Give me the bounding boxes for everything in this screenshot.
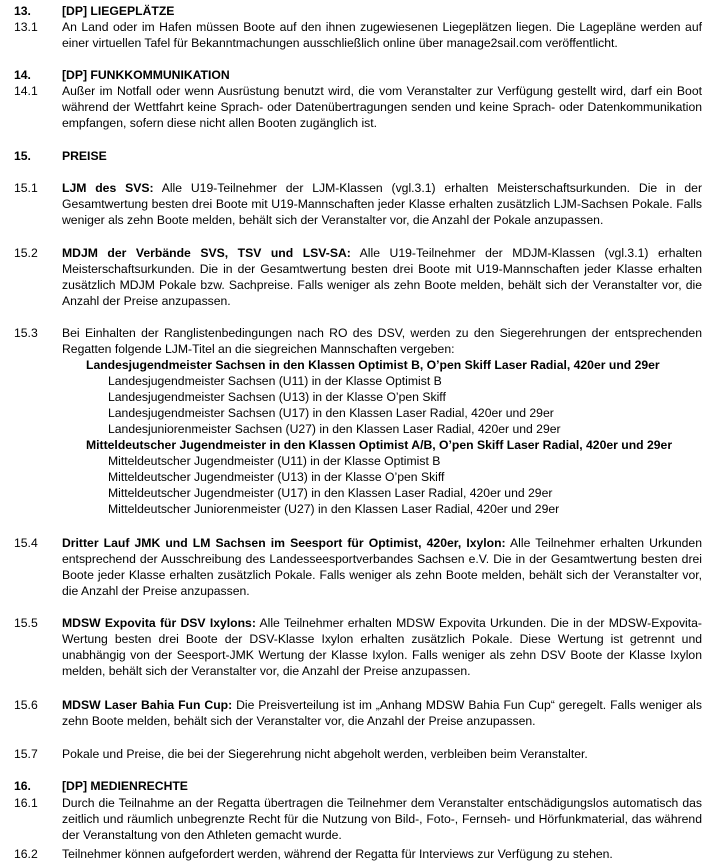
section-title: PREISE — [62, 149, 107, 163]
paragraph-number: 15.6 — [14, 698, 38, 712]
section-13-heading — [0, 3, 720, 19]
paragraph-15-2 — [0, 245, 720, 309]
title-group-heading: Landesjugendmeister Sachsen in den Klassen Optimist B, O’pen Skiff Laser Radial, 420er und 29er — [86, 358, 660, 372]
paragraph-text: Bei Einhalten der Ranglistenbedingungen nach RO des DSV, werden zu den Siegerehrungen der entsprechenden Regatten folgende LJM-Titel an die siegreichen Mannschaften vergeben: — [62, 326, 702, 356]
paragraph-body: Die Preisverteilung ist im „Anhang MDSW Bahia Fun Cup“ geregelt. Falls weniger als zehn Boote melden, behält sich der Veranstalter vor, die Anzahl der Preise anzupassen. — [62, 698, 702, 728]
section-number: 15. — [14, 149, 31, 163]
paragraph-text: Pokale und Preise, die bei der Siegerehrung nicht abgeholt werden, verbleiben beim Veranstalter. — [62, 747, 588, 761]
paragraph-text — [62, 535, 702, 599]
section-number: 16. — [14, 779, 31, 793]
section-title: [DP] LIEGEPLÄTZE — [62, 4, 175, 18]
paragraph-text — [62, 245, 702, 309]
title-line: Mitteldeutscher Jugendmeister (U11) in der Klasse Optimist B — [108, 454, 441, 468]
section-14-heading — [0, 67, 720, 83]
section-16-heading — [0, 778, 720, 794]
paragraph-15-6 — [0, 697, 720, 729]
paragraph-16-2 — [0, 846, 720, 862]
paragraph-number: 16.1 — [14, 796, 38, 810]
paragraph-number: 13.1 — [14, 20, 38, 34]
paragraph-16-1 — [0, 795, 720, 843]
paragraph-body: Alle Teilnehmer erhalten Urkunden entsprechend der Ausschreibung des Landesseesportverbandes Sachsen e.V. Die in der Gesamtwertung besten drei Boote jeder Klasse erhalten zusätzlich Pokale. Falls weniger als zehn Boote melden, behält sich der Veranstalter vor, die Anzahl der Preise anzupassen. — [62, 536, 702, 598]
section-number: 13. — [14, 4, 31, 18]
paragraph-number: 15.2 — [14, 246, 38, 260]
paragraph-body: Alle U19-Teilnehmer der MDJM-Klassen (vgl.3.1) erhalten Meisterschaftsurkunden. Die in der Gesamtwertung besten drei Boote mit U19-Mannschaften jeder Klasse erhalten zusätzlich MDJM Pokale bzw. Sachpreise. Falls weniger als zehn Boote melden, behält sich der Veranstalter vor, die Anzahl der Preise anzupassen. — [62, 246, 702, 308]
paragraph-text — [62, 615, 702, 679]
paragraph-number: 15.4 — [14, 536, 38, 550]
paragraph-lead: LJM des SVS: — [62, 181, 154, 195]
paragraph-number: 15.5 — [14, 616, 38, 630]
paragraph-body: Alle U19-Teilnehmer der LJM-Klassen (vgl.3.1) erhalten Meisterschaftsurkunden. Die in der Gesamtwertung besten drei Boote mit U19-Mannschaften jeder Klasse erhalten zusätzlich LJM-Sachsen Pokale. Falls weniger als zehn Boote melden, behält sich der Veranstalter vor, die Anzahl der Pokale anzupassen. — [62, 181, 702, 227]
paragraph-text — [62, 697, 702, 729]
title-line: Mitteldeutscher Juniorenmeister (U27) in den Klassen Laser Radial, 420er und 29er — [108, 502, 560, 516]
section-title: [DP] FUNKKOMMUNIKATION — [62, 68, 230, 82]
title-line: Landesjuniorenmeister Sachsen (U27) in den Klassen Laser Radial, 420er und 29er — [108, 422, 561, 436]
paragraph-number: 15.1 — [14, 181, 38, 195]
title-line: Landesjugendmeister Sachsen (U17) in den Klassen Laser Radial, 420er und 29er — [108, 406, 554, 420]
title-line: Mitteldeutscher Jugendmeister (U13) in der Klasse O’pen Skiff — [108, 470, 445, 484]
paragraph-text — [62, 180, 702, 228]
title-group-heading: Mitteldeutscher Jugendmeister in den Klassen Optimist A/B, O’pen Skiff Laser Radial, 420er und 29er — [86, 438, 673, 452]
paragraph-lead: MDSW Laser Bahia Fun Cup: — [62, 698, 233, 712]
paragraph-number: 16.2 — [14, 847, 38, 861]
title-line: Landesjugendmeister Sachsen (U13) in der Klasse O’pen Skiff — [108, 390, 446, 404]
paragraph-text: Teilnehmer können aufgefordert werden, während der Regatta für Interviews zur Verfügung zu stehen. — [62, 847, 613, 861]
paragraph-text: Außer im Notfall oder wenn Ausrüstung benutzt wird, die vom Veranstalter zur Verfügung gestellt wird, darf ein Boot während der Wettfahrt keine Sprach- oder Datenübertragungen senden und keine Sprach- oder Datenkommunikation empfangen, sofern diese nicht allen Booten zugänglich ist. — [62, 84, 702, 130]
paragraph-15-7 — [0, 746, 720, 762]
paragraph-lead: MDSW Expovita für DSV Ixylons: — [62, 616, 256, 630]
paragraph-15-1 — [0, 180, 720, 228]
section-number: 14. — [14, 68, 31, 82]
paragraph-15-5 — [0, 615, 720, 679]
title-line: Landesjugendmeister Sachsen (U11) in der Klasse Optimist B — [108, 374, 442, 388]
paragraph-15-4 — [0, 535, 720, 599]
title-line: Mitteldeutscher Jugendmeister (U17) in den Klassen Laser Radial, 420er und 29er — [108, 486, 553, 500]
section-title: [DP] MEDIENRECHTE — [62, 779, 188, 793]
paragraph-lead: MDJM der Verbände SVS, TSV und LSV-SA: — [62, 246, 351, 260]
paragraph-text: Durch die Teilnahme an der Regatta übertragen die Teilnehmer dem Veranstalter entschädigungslos automatisch das zeitlich und räumlich unbegrenzte Recht für die Nutzung von Bild-, Foto-, Fernseh- und Hörfunkmaterial, das während der Veranstaltung von den Athleten gemacht wurde. — [62, 796, 702, 842]
paragraph-lead: Dritter Lauf JMK und LM Sachsen im Seesport für Optimist, 420er, Ixylon: — [62, 536, 506, 550]
paragraph-number: 15.7 — [14, 747, 38, 761]
paragraph-14-1 — [0, 83, 720, 131]
paragraph-text: An Land oder im Hafen müssen Boote auf den ihnen zugewiesenen Liegeplätzen liegen. Die Lagepläne werden auf einer virtuellen Tafel für Bekanntmachungen ausschließlich online über manage2sail.com veröffentlicht. — [62, 20, 702, 50]
paragraph-15-3 — [0, 325, 720, 517]
paragraph-body: Alle Teilnehmer erhalten MDSW Expovita Urkunden. Die in der MDSW-Expovita-Wertung besten drei Boote der DSV-Klasse Ixylon erhalten zusätzlich Pokale. Diese Wertung ist getrennt und unabhängig von der Seesport-JMK Wertung der Klasse Ixylon. Falls weniger als zehn DSV Boote der Klasse Ixylon melden, behält sich der Veranstalter vor, die Anzahl der Preise anzupassen. — [62, 616, 702, 678]
paragraph-content — [62, 325, 702, 517]
paragraph-number: 14.1 — [14, 84, 38, 98]
paragraph-13-1 — [0, 19, 720, 51]
section-15-heading — [0, 148, 720, 164]
paragraph-number: 15.3 — [14, 326, 38, 340]
